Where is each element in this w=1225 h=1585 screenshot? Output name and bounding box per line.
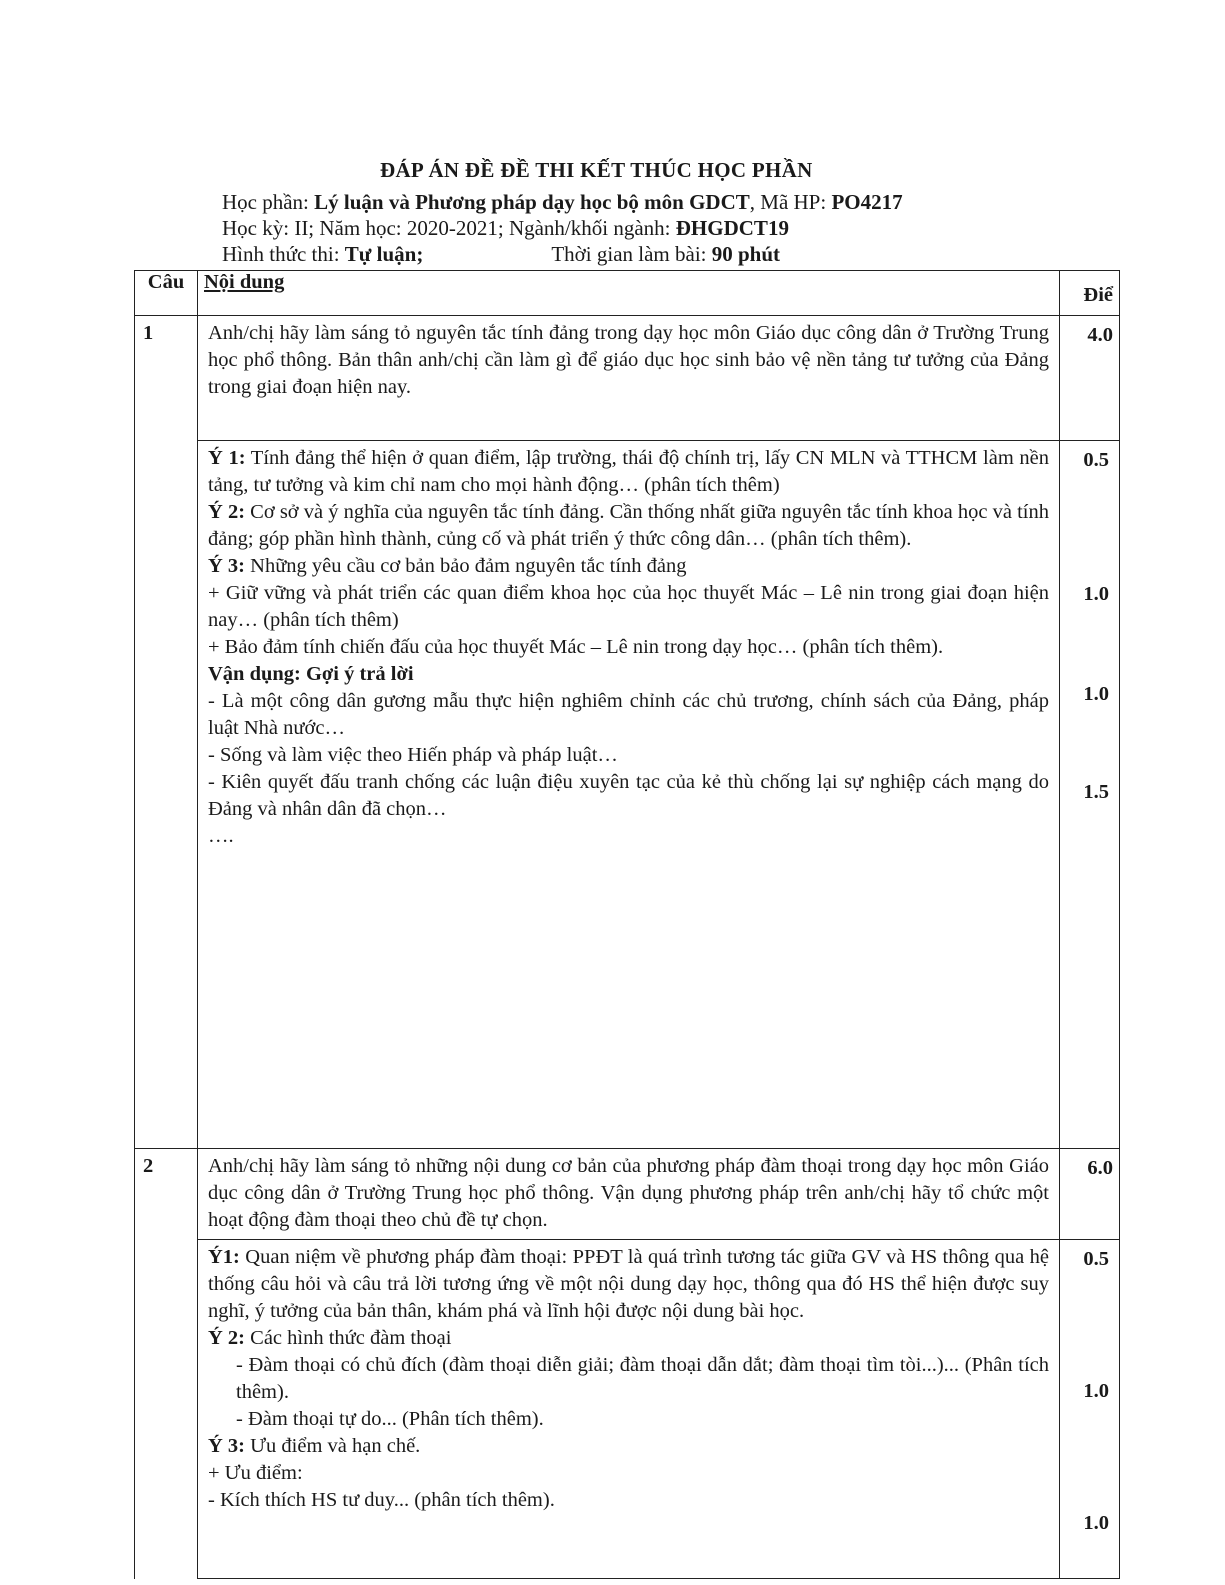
apply-item: - Kiên quyết đấu tranh chống các luận điệu xuyên tạc của kẻ thù chống lại sự nghiệp cách mạng do Đảng và nhân dân đã chọn… xyxy=(208,771,1049,821)
idea-3-label: Ý 3: xyxy=(208,555,246,578)
question-row xyxy=(135,316,1120,441)
time-label: Thời gian làm bài: xyxy=(551,242,707,266)
apply-item: - Là một công dân gương mẫu thực hiện nghiêm chỉnh các chủ trương, chính sách của Đảng, pháp luật Nhà nước… xyxy=(208,690,1049,740)
question-text: Anh/chị hãy làm sáng tỏ những nội dung cơ bản của phương pháp đàm thoại trong dạy học môn Giáo dục công dân ở Trường Trung học phổ thông. Vận dụng phương pháp trên anh/chị hãy tổ chức một hoạt động đàm thoại theo chủ đề tự chọn. xyxy=(198,1149,1060,1240)
idea-2-point-b: - Đàm thoại tự do... (Phân tích thêm). xyxy=(236,1408,544,1430)
idea-3-label: Ý 3: xyxy=(208,1435,246,1457)
term-text: Học kỳ: II; Năm học: 2020-2021; Ngành/khối ngành: xyxy=(222,216,671,240)
exam-time: 90 phút xyxy=(711,242,781,266)
question-number: 1 xyxy=(135,316,198,1149)
question-points: 4.0 xyxy=(1060,316,1120,441)
idea-3-point-a: + Giữ vững và phát triển các quan điểm khoa học của học thuyết Mác – Lê nin trong giai đoạn hiện nay… (phân tích thêm) xyxy=(208,582,1049,632)
course-line xyxy=(222,190,903,215)
course-label: Học phần: xyxy=(222,190,309,214)
points-idea-2: 1.0 xyxy=(1083,1380,1109,1402)
page-title: ĐÁP ÁN ĐỀ ĐỀ THI KẾT THÚC HỌC PHẦN xyxy=(380,158,813,182)
idea-3-text: Những yêu cầu cơ bản bảo đảm nguyên tắc tính đảng xyxy=(245,555,687,578)
question-text: Anh/chị hãy làm sáng tỏ nguyên tắc tính đảng trong dạy học môn Giáo dục công dân ở Trường Trung học phổ thông. Bản thân anh/chị cần làm gì để giáo dục học sinh bảo vệ nền tảng tư tưởng của Đảng trong giai đoạn hiện nay. xyxy=(198,316,1060,441)
question-points: 6.0 xyxy=(1060,1149,1120,1240)
exam-form: Tự luận; xyxy=(344,242,424,266)
idea-1-text: Tính đảng thể hiện ở quan điểm, lập trường, thái độ chính trị, lấy CN MLN và TTHCM làm nền tảng, tư tưởng và kim chỉ nam cho mọi hành động… (phân tích thêm) xyxy=(208,447,1049,497)
apply-item: …. xyxy=(208,825,234,848)
idea-1-label: Ý1: xyxy=(208,1246,240,1268)
code-label: , Mã HP: xyxy=(749,190,827,214)
apply-item: - Sống và làm việc theo Hiến pháp và pháp luật… xyxy=(208,744,618,767)
question-row xyxy=(135,1149,1120,1240)
answer-table xyxy=(134,270,1120,1579)
points-idea-1: 0.5 xyxy=(1083,1248,1109,1270)
points-idea-3: 1.0 xyxy=(1083,1512,1109,1534)
header-content xyxy=(198,271,1060,316)
answer-row xyxy=(135,441,1120,1149)
points-idea-3: 1.0 xyxy=(1083,683,1109,706)
apply-label: Vận dụng: Gợi ý trả lời xyxy=(208,663,414,686)
answer-points xyxy=(1060,441,1120,1149)
question-number: 2 xyxy=(135,1149,198,1579)
idea-3-point-b: - Kích thích HS tư duy... (phân tích thêm). xyxy=(208,1489,555,1511)
answer-row xyxy=(135,1240,1120,1579)
idea-1-text: Quan niệm về phương pháp đàm thoại: PPĐT là quá trình tương tác giữa GV và HS thông qua hệ thống câu hỏi và câu trả lời tương ứng về một nội dung dạy học, thông qua đó HS thể hiện được suy nghĩ, ý tưởng của bản thân, khám phá và lĩnh hội được nội dung bài học. xyxy=(208,1246,1049,1322)
answer-points xyxy=(1060,1240,1120,1579)
idea-3-point-b: + Bảo đảm tính chiến đấu của học thuyết Mác – Lê nin trong dạy học… (phân tích thêm). xyxy=(208,636,944,659)
major: ĐHGDCT19 xyxy=(675,216,789,240)
idea-2-text: Cơ sở và ý nghĩa của nguyên tắc tính đảng. Cần thống nhất giữa nguyên tắc tính khoa học và tính đảng; góp phần hình thành, củng cố và phát triển ý thức công dân… (phân tích thêm). xyxy=(208,501,1049,551)
idea-2-label: Ý 2: xyxy=(208,1327,246,1349)
idea-2-point-a: - Đàm thoại có chủ đích (đàm thoại diễn giải; đàm thoại dẫn dắt; đàm thoại tìm tòi...)... (Phân tích thêm). xyxy=(236,1354,1049,1403)
term-line xyxy=(222,216,789,241)
idea-2-text: Các hình thức đàm thoại xyxy=(245,1327,452,1349)
idea-1-label: Ý 1: xyxy=(208,447,246,470)
course-code: PO4217 xyxy=(831,190,903,214)
course-name: Lý luận và Phương pháp dạy học bộ môn GDCT xyxy=(314,190,750,214)
idea-2-label: Ý 2: xyxy=(208,501,246,524)
table-header-row xyxy=(135,271,1120,316)
points-idea-1: 0.5 xyxy=(1083,449,1109,472)
answer-content xyxy=(198,441,1060,1149)
idea-3-text: Ưu điểm và hạn chế. xyxy=(245,1435,421,1457)
header-content-label: Nội dung xyxy=(204,271,285,293)
answer-content xyxy=(198,1240,1060,1579)
form-line xyxy=(222,242,780,267)
points-idea-2: 1.0 xyxy=(1083,583,1109,606)
idea-3-point-a: + Ưu điểm: xyxy=(208,1462,303,1484)
header-points: Điể xyxy=(1060,271,1120,316)
form-label: Hình thức thi: xyxy=(222,242,340,266)
header-question: Câu xyxy=(135,271,198,316)
points-apply: 1.5 xyxy=(1083,781,1109,804)
